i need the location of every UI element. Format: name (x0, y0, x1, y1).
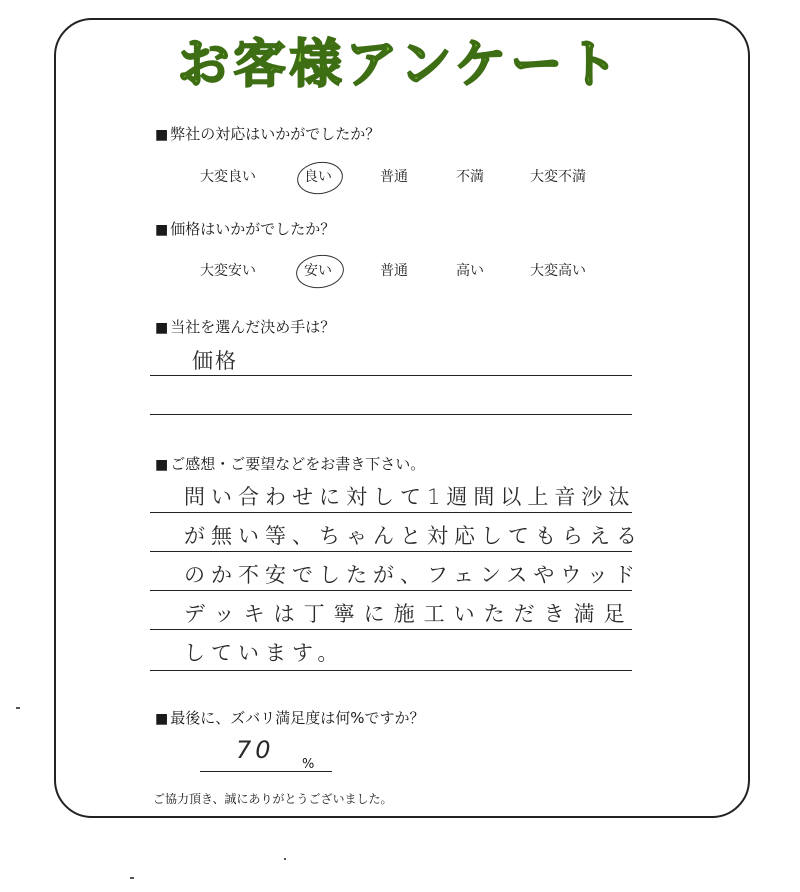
q4-answer-rule-2 (150, 551, 632, 552)
question-2 (155, 219, 335, 240)
question-2-text: 価格はいかがでしたか？ (170, 220, 336, 238)
q1-option-5[interactable]: 大変不満 (530, 169, 586, 185)
question-marker: ■ (155, 457, 169, 473)
question-3 (155, 317, 335, 338)
survey-title: お客様アンケート (177, 35, 623, 95)
q1-option-4[interactable]: 不満 (456, 169, 484, 185)
question-2-options (0, 260, 800, 282)
q1-option-3[interactable]: 普通 (380, 169, 408, 185)
q4-answer-line-5: しています。 (184, 641, 345, 665)
q2-option-1[interactable]: 大変安い (200, 263, 256, 279)
question-5 (155, 708, 425, 729)
question-marker: ■ (155, 320, 169, 336)
q2-option-4[interactable]: 高い (456, 263, 484, 279)
satisfaction-rule (200, 771, 332, 772)
scan-speck (284, 858, 286, 860)
question-3-text: 当社を選んだ決め手は？ (170, 318, 336, 336)
question-1-options (0, 166, 800, 188)
q4-answer-rule-4 (150, 629, 632, 630)
q4-answer-line-4: デッキは丁寧に施工いただき満足 (184, 602, 634, 626)
question-marker: ■ (155, 711, 169, 727)
q2-option-5[interactable]: 大変高い (530, 263, 586, 279)
scan-speck (130, 877, 134, 879)
q3-answer-line-1: 価格 (192, 349, 238, 373)
q3-answer-rule-2 (150, 414, 632, 415)
question-marker: ■ (155, 127, 169, 143)
q4-answer-line-3: のか不安でしたが、フェンスやウッド (184, 563, 641, 587)
thanks-message: ご協力頂き、誠にありがとうございました。 (153, 792, 393, 806)
q3-answer-rule-1 (150, 375, 632, 376)
q1-option-2[interactable]: 良い (304, 169, 332, 185)
question-4-text: ご感想・ご要望などをお書き下さい。 (170, 455, 426, 473)
scan-speck (16, 707, 20, 709)
q1-option-1[interactable]: 大変良い (200, 169, 256, 185)
satisfaction-value: 70 (236, 736, 275, 764)
q4-answer-rule-5 (150, 670, 632, 671)
question-4 (155, 454, 425, 475)
q2-option-3[interactable]: 普通 (380, 263, 408, 279)
question-5-text: 最後に、ズバリ満足度は何%ですか？ (170, 709, 425, 727)
question-1 (155, 124, 380, 145)
q4-answer-rule-1 (150, 512, 632, 513)
q4-answer-rule-3 (150, 590, 632, 591)
satisfaction-unit: % (302, 757, 315, 772)
q4-answer-line-2: が無い等、ちゃんと対応してもらえる (184, 524, 643, 548)
question-1-text: 弊社の対応はいかがでしたか？ (170, 125, 381, 143)
q4-answer-line-1: 問い合わせに対して1週間以上音沙汰 (184, 485, 636, 509)
question-marker: ■ (155, 222, 169, 238)
q2-option-2[interactable]: 安い (304, 263, 332, 279)
